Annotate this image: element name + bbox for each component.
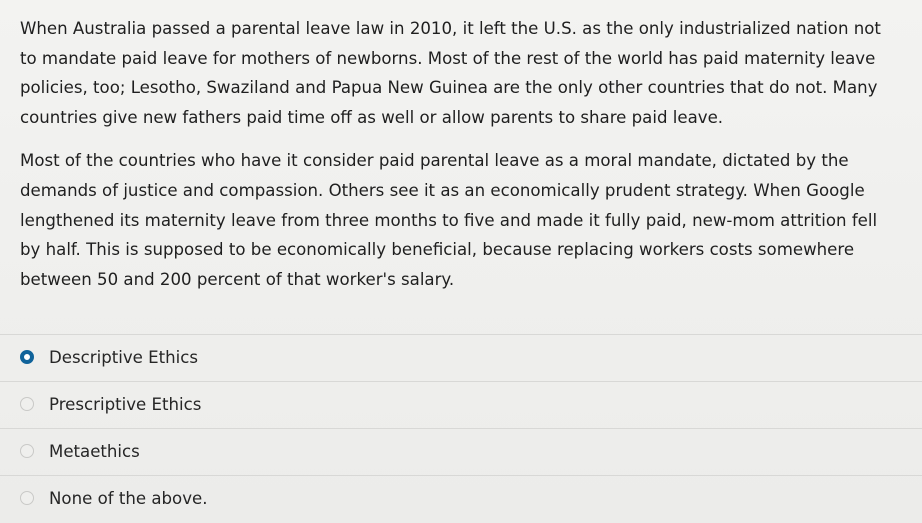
radio-unselected-icon[interactable]: [20, 397, 34, 411]
option-label: Metaethics: [49, 441, 140, 461]
option-none-of-the-above[interactable]: [20, 484, 208, 512]
divider: [0, 334, 922, 335]
option-descriptive-ethics[interactable]: [20, 343, 198, 371]
passage-paragraph-2: Most of the countries who have it consider paid parental leave as a moral mandate, dictated by the demands of justice and compassion. Others see it as an economically prudent strategy. When Google lengthened its maternity leave from three months to five and made it fully paid, new-mom attrition fell by half. This is supposed to be economically beneficial, because replacing workers costs somewhere between 50 and 200 percent of that worker's salary.: [20, 151, 878, 289]
option-metaethics[interactable]: [20, 437, 140, 465]
radio-selected-icon[interactable]: [20, 350, 34, 364]
divider: [0, 475, 922, 476]
passage-paragraph-1: When Australia passed a parental leave law in 2010, it left the U.S. as the only industrialized nation not to mandate paid leave for mothers of newborns. Most of the rest of the world has paid maternity leave policies, too; Lesotho, Swaziland and Papua New Guinea are the only other countries that do not. Many countries give new fathers paid time off as well or allow parents to share paid leave.: [20, 19, 881, 127]
divider: [0, 428, 922, 429]
divider: [0, 381, 922, 382]
radio-unselected-icon[interactable]: [20, 444, 34, 458]
option-prescriptive-ethics[interactable]: [20, 390, 201, 418]
option-label: None of the above.: [49, 488, 208, 508]
question-passage: [20, 14, 916, 294]
option-label: Prescriptive Ethics: [49, 394, 202, 414]
option-label: Descriptive Ethics: [49, 347, 199, 367]
radio-unselected-icon[interactable]: [20, 491, 34, 505]
